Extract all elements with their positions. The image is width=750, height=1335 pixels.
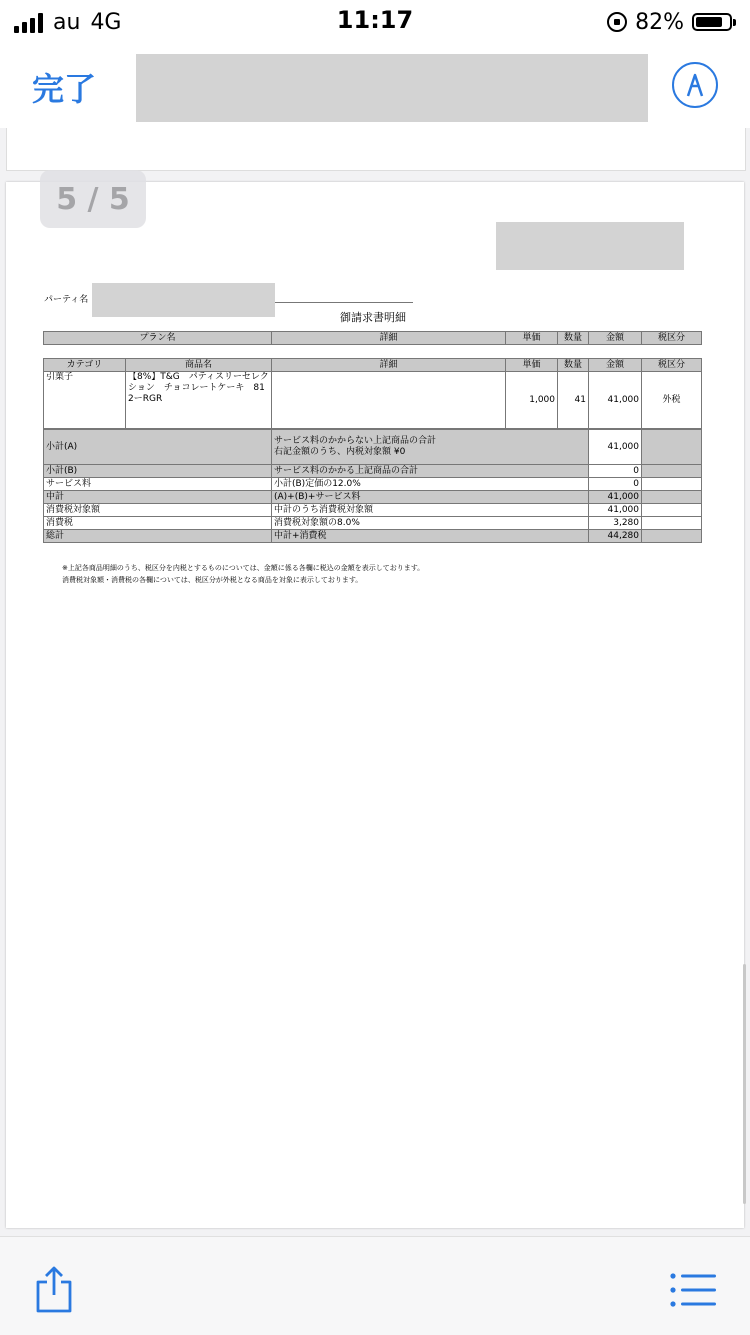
- footnote-2: 消費税対象額・消費税の各欄については、税区分が外税となる商品を対象に表示しております。: [62, 576, 363, 584]
- summary-amount: 44,280: [589, 530, 642, 543]
- bottom-toolbar: [0, 1236, 750, 1335]
- navigation-bar: [0, 44, 750, 128]
- summary-row-total: [44, 530, 702, 543]
- battery-icon: [692, 13, 732, 31]
- item-name: 【8%】T&G パティスリーセレクション チョコレートケーキ 812ーRGR: [126, 372, 272, 429]
- summary-detail: [272, 430, 589, 465]
- summary-label: 消費税対象額: [44, 504, 272, 517]
- summary-detail-line2: 右記金額のうち、内税対象額 ¥0: [274, 447, 406, 457]
- col-category: カテゴリ: [44, 359, 126, 372]
- summary-row-subtotal-a: [44, 430, 702, 465]
- status-right: [607, 8, 732, 36]
- share-icon[interactable]: [34, 1265, 74, 1315]
- summary-label: 小計(A): [44, 430, 272, 465]
- summary-detail: (A)+(B)+サービス料: [272, 491, 589, 504]
- carrier-label: au: [53, 9, 81, 35]
- document-title-redacted: [136, 54, 648, 122]
- col-amount: 金額: [589, 359, 642, 372]
- battery-percent: 82%: [635, 9, 684, 35]
- summary-amount: 41,000: [589, 504, 642, 517]
- col-tax: 税区分: [642, 359, 702, 372]
- item-table: [43, 358, 702, 429]
- item-tax: 外税: [642, 372, 702, 429]
- col-product: 商品名: [126, 359, 272, 372]
- network-label: 4G: [90, 9, 122, 35]
- plan-col-detail: 詳細: [272, 332, 506, 345]
- summary-row-service: [44, 478, 702, 491]
- summary-label: サービス料: [44, 478, 272, 491]
- done-button[interactable]: 完了: [32, 70, 97, 108]
- redacted-block: [496, 222, 684, 270]
- summary-label: 消費税: [44, 517, 272, 530]
- summary-detail: 小計(B)定価の12.0%: [272, 478, 589, 491]
- plan-col-name: プラン名: [44, 332, 272, 345]
- item-amount: 41,000: [589, 372, 642, 429]
- page-indicator: 5 / 5: [40, 170, 146, 228]
- summary-tax: [642, 504, 702, 517]
- previous-page-bottom: [6, 128, 746, 171]
- item-unit-price: 1,000: [506, 372, 558, 429]
- status-time: 11:17: [336, 6, 414, 34]
- summary-amount: 41,000: [589, 491, 642, 504]
- status-bar: [0, 0, 750, 44]
- summary-tax: [642, 517, 702, 530]
- summary-detail-line1: サービス料のかからない上記商品の合計: [274, 436, 437, 446]
- summary-label: 中計: [44, 491, 272, 504]
- summary-row-taxable: [44, 504, 702, 517]
- plan-col-tax: 税区分: [642, 332, 702, 345]
- col-unit: 単価: [506, 359, 558, 372]
- summary-row-midtotal: [44, 491, 702, 504]
- item-header-row: [44, 359, 702, 372]
- item-row: [44, 372, 702, 429]
- summary-detail: 中計+消費税: [272, 530, 589, 543]
- plan-header-row: [44, 332, 702, 345]
- summary-detail: サービス料のかかる上記商品の合計: [272, 465, 589, 478]
- summary-detail: 消費税対象額の8.0%: [272, 517, 589, 530]
- item-detail: [272, 372, 506, 429]
- summary-amount: 3,280: [589, 517, 642, 530]
- item-category: 引菓子: [44, 372, 126, 429]
- party-underline: [275, 302, 413, 303]
- footnotes: [62, 562, 424, 586]
- summary-label: 小計(B): [44, 465, 272, 478]
- plan-col-qty: 数量: [558, 332, 589, 345]
- summary-amount: 0: [589, 478, 642, 491]
- col-qty: 数量: [558, 359, 589, 372]
- item-qty: 41: [558, 372, 589, 429]
- summary-amount: 41,000: [589, 430, 642, 465]
- footnote-1: ※上記各商品明細のうち、税区分を内税とするものについては、金額に係る各欄に税込の金額を表示しております。: [62, 564, 425, 572]
- list-icon[interactable]: [670, 1273, 716, 1307]
- summary-row-subtotal-b: [44, 465, 702, 478]
- plan-col-amount: 金額: [589, 332, 642, 345]
- summary-label: 総計: [44, 530, 272, 543]
- summary-tax: [642, 465, 702, 478]
- summary-detail: 中計のうち消費税対象額: [272, 504, 589, 517]
- plan-table: [43, 331, 702, 345]
- party-name-label: パーティ名: [44, 295, 89, 305]
- summary-tax: [642, 530, 702, 543]
- summary-tax: [642, 478, 702, 491]
- rotation-lock-icon: [607, 12, 627, 32]
- summary-row-tax: [44, 517, 702, 530]
- col-detail: 詳細: [272, 359, 506, 372]
- scroll-indicator[interactable]: [743, 964, 746, 1204]
- markup-pen-icon[interactable]: [672, 62, 718, 108]
- invoice-title: 御請求書明細: [340, 311, 406, 324]
- summary-table: [43, 429, 702, 543]
- party-name-redacted: [92, 283, 275, 317]
- plan-col-unit: 単価: [506, 332, 558, 345]
- summary-amount: 0: [589, 465, 642, 478]
- summary-tax: [642, 491, 702, 504]
- summary-tax: [642, 430, 702, 465]
